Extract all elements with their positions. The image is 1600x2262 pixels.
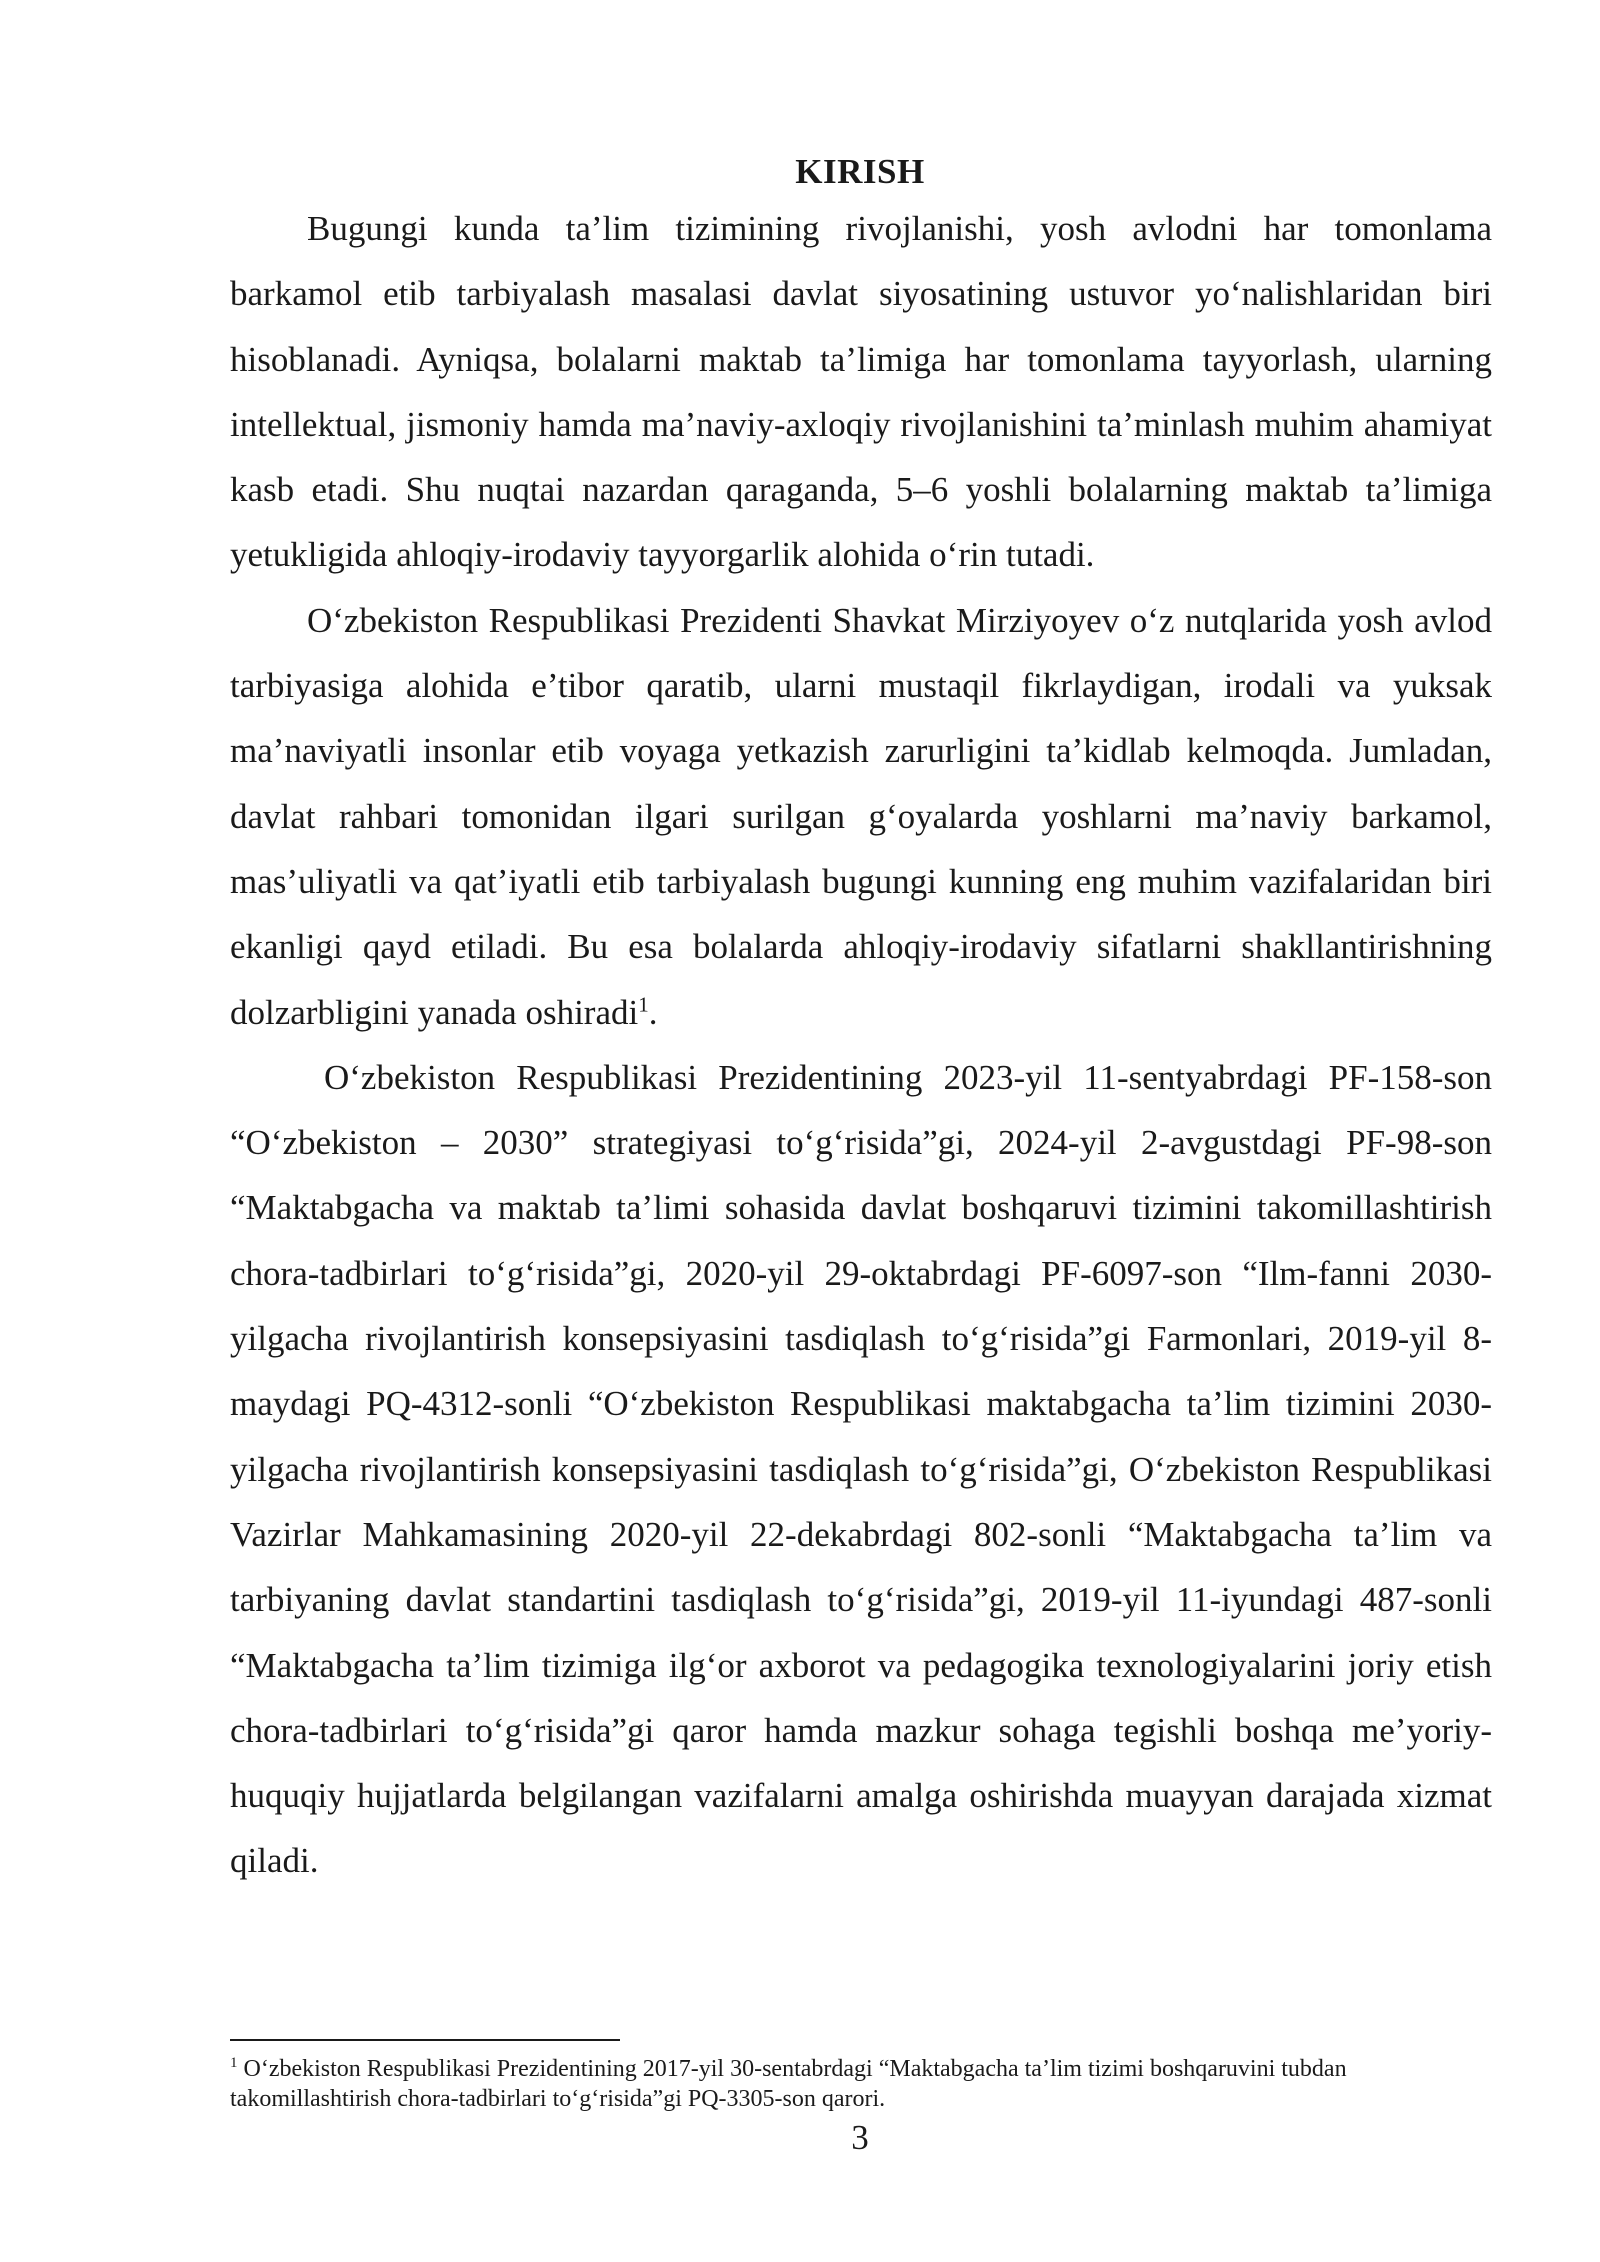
footnote-reference[interactable]: 1	[638, 991, 649, 1016]
paragraph-2-text: O‘zbekiston Respublikasi Prezidenti Shavkat Mirziyoyev o‘z nutqlarida yosh avlod tarbiyasiga alohida e’tibor qaratib, ularni mustaqil fikrlaydigan, irodali va yuksak ma’naviyatli insonlar etib voyaga yetkazish zarurligini ta’kidlab kelmoqda. Jumladan, davlat rahbari tomonidan ilgari surilgan g‘oyalarda yoshlarni ma’naviy barkamol, mas’uliyatli va qat’iyatli etib tarbiyalash bugungi kunning eng muhim vazifalaridan biri ekanligi qayd etiladi. Bu esa bolalarda ahloqiy-irodaviy sifatlarni shakllantirishning dolzarbligini yanada oshiradi	[230, 600, 1492, 1032]
paragraph-2-end: .	[648, 992, 658, 1032]
footnote	[230, 2054, 1492, 2114]
page-number: 3	[851, 2118, 869, 2157]
section-title: KIRISH	[795, 152, 925, 191]
footnote-marker: 1	[230, 2055, 238, 2071]
paragraph-3-text: O‘zbekiston Respublikasi Prezidentining 2023-yil 11-sentyabrdagi PF-158-son “O‘zbekiston – 2030” strategiyasi to‘g‘risida”gi, 2024-yil 2-avgustdagi PF-98-son “Maktabgacha va maktab ta’limi sohasida davlat boshqaruvi tizimini takomillashtirish chora-tadbirlari to‘g‘risida”gi, 2020-yil 29-oktabrdagi PF-6097-son “Ilm-fanni 2030-yilgacha rivojlantirish konsepsiyasini tasdiqlash to‘g‘risida”gi Farmonlari, 2019-yil 8-maydagi PQ-4312-sonli “O‘zbekiston Respublikasi maktabgacha ta’lim tizimini 2030-yilgacha rivojlantirish konsepsiyasini tasdiqlash to‘g‘risida”gi, O‘zbekiston Respublikasi Vazirlar Mahkamasining 2020-yil 22-dekabrdagi 802-sonli “Maktabgacha ta’lim va tarbiyaning davlat standartini tasdiqlash to‘g‘risida”gi, 2019-yil 11-iyundagi 487-sonli “Maktabgacha ta’lim tizimiga ilg‘or axborot va pedagogika texnologiyalarini joriy etish chora-tadbirlari to‘g‘risida”gi qaror hamda mazkur sohaga tegishli boshqa me’yoriy-huquqiy hujjatlarda belgilangan vazifalarni amalga oshirishda muayyan darajada xizmat qiladi.	[230, 1057, 1492, 1881]
paragraph-1-text: Bugungi kunda ta’lim tizimining rivojlanishi, yosh avlodni har tomonlama barkamol etib tarbiyalash masalasi davlat siyosatining ustuvor yo‘nalishlaridan biri hisoblanadi. Ayniqsa, bolalarni maktab ta’limiga har tomonlama tayyorlash, ularning intellektual, jismoniy hamda ma’naviy-axloqiy rivojlanishini ta’minlash muhim ahamiyat kasb etadi. Shu nuqtai nazardan qaraganda, 5–6 yoshli bolalarning maktab ta’limiga yetukligida ahloqiy-irodaviy tayyorgarlik alohida o‘rin tutadi.	[230, 209, 1492, 575]
footnote-divider	[230, 2039, 620, 2041]
paragraph-2	[230, 588, 1492, 1045]
paragraph-1	[230, 196, 1492, 588]
body-text	[230, 196, 1492, 1894]
footnote-text: O‘zbekiston Respublikasi Prezidentining 2017-yil 30-sentabrdagi “Maktabgacha ta’lim tizimi boshqaruvini tubdan takomillashtirish chora-tadbirlari to‘g‘risida”gi PQ-3305-son qarori.	[230, 2056, 1347, 2112]
paragraph-3	[230, 1045, 1492, 1894]
